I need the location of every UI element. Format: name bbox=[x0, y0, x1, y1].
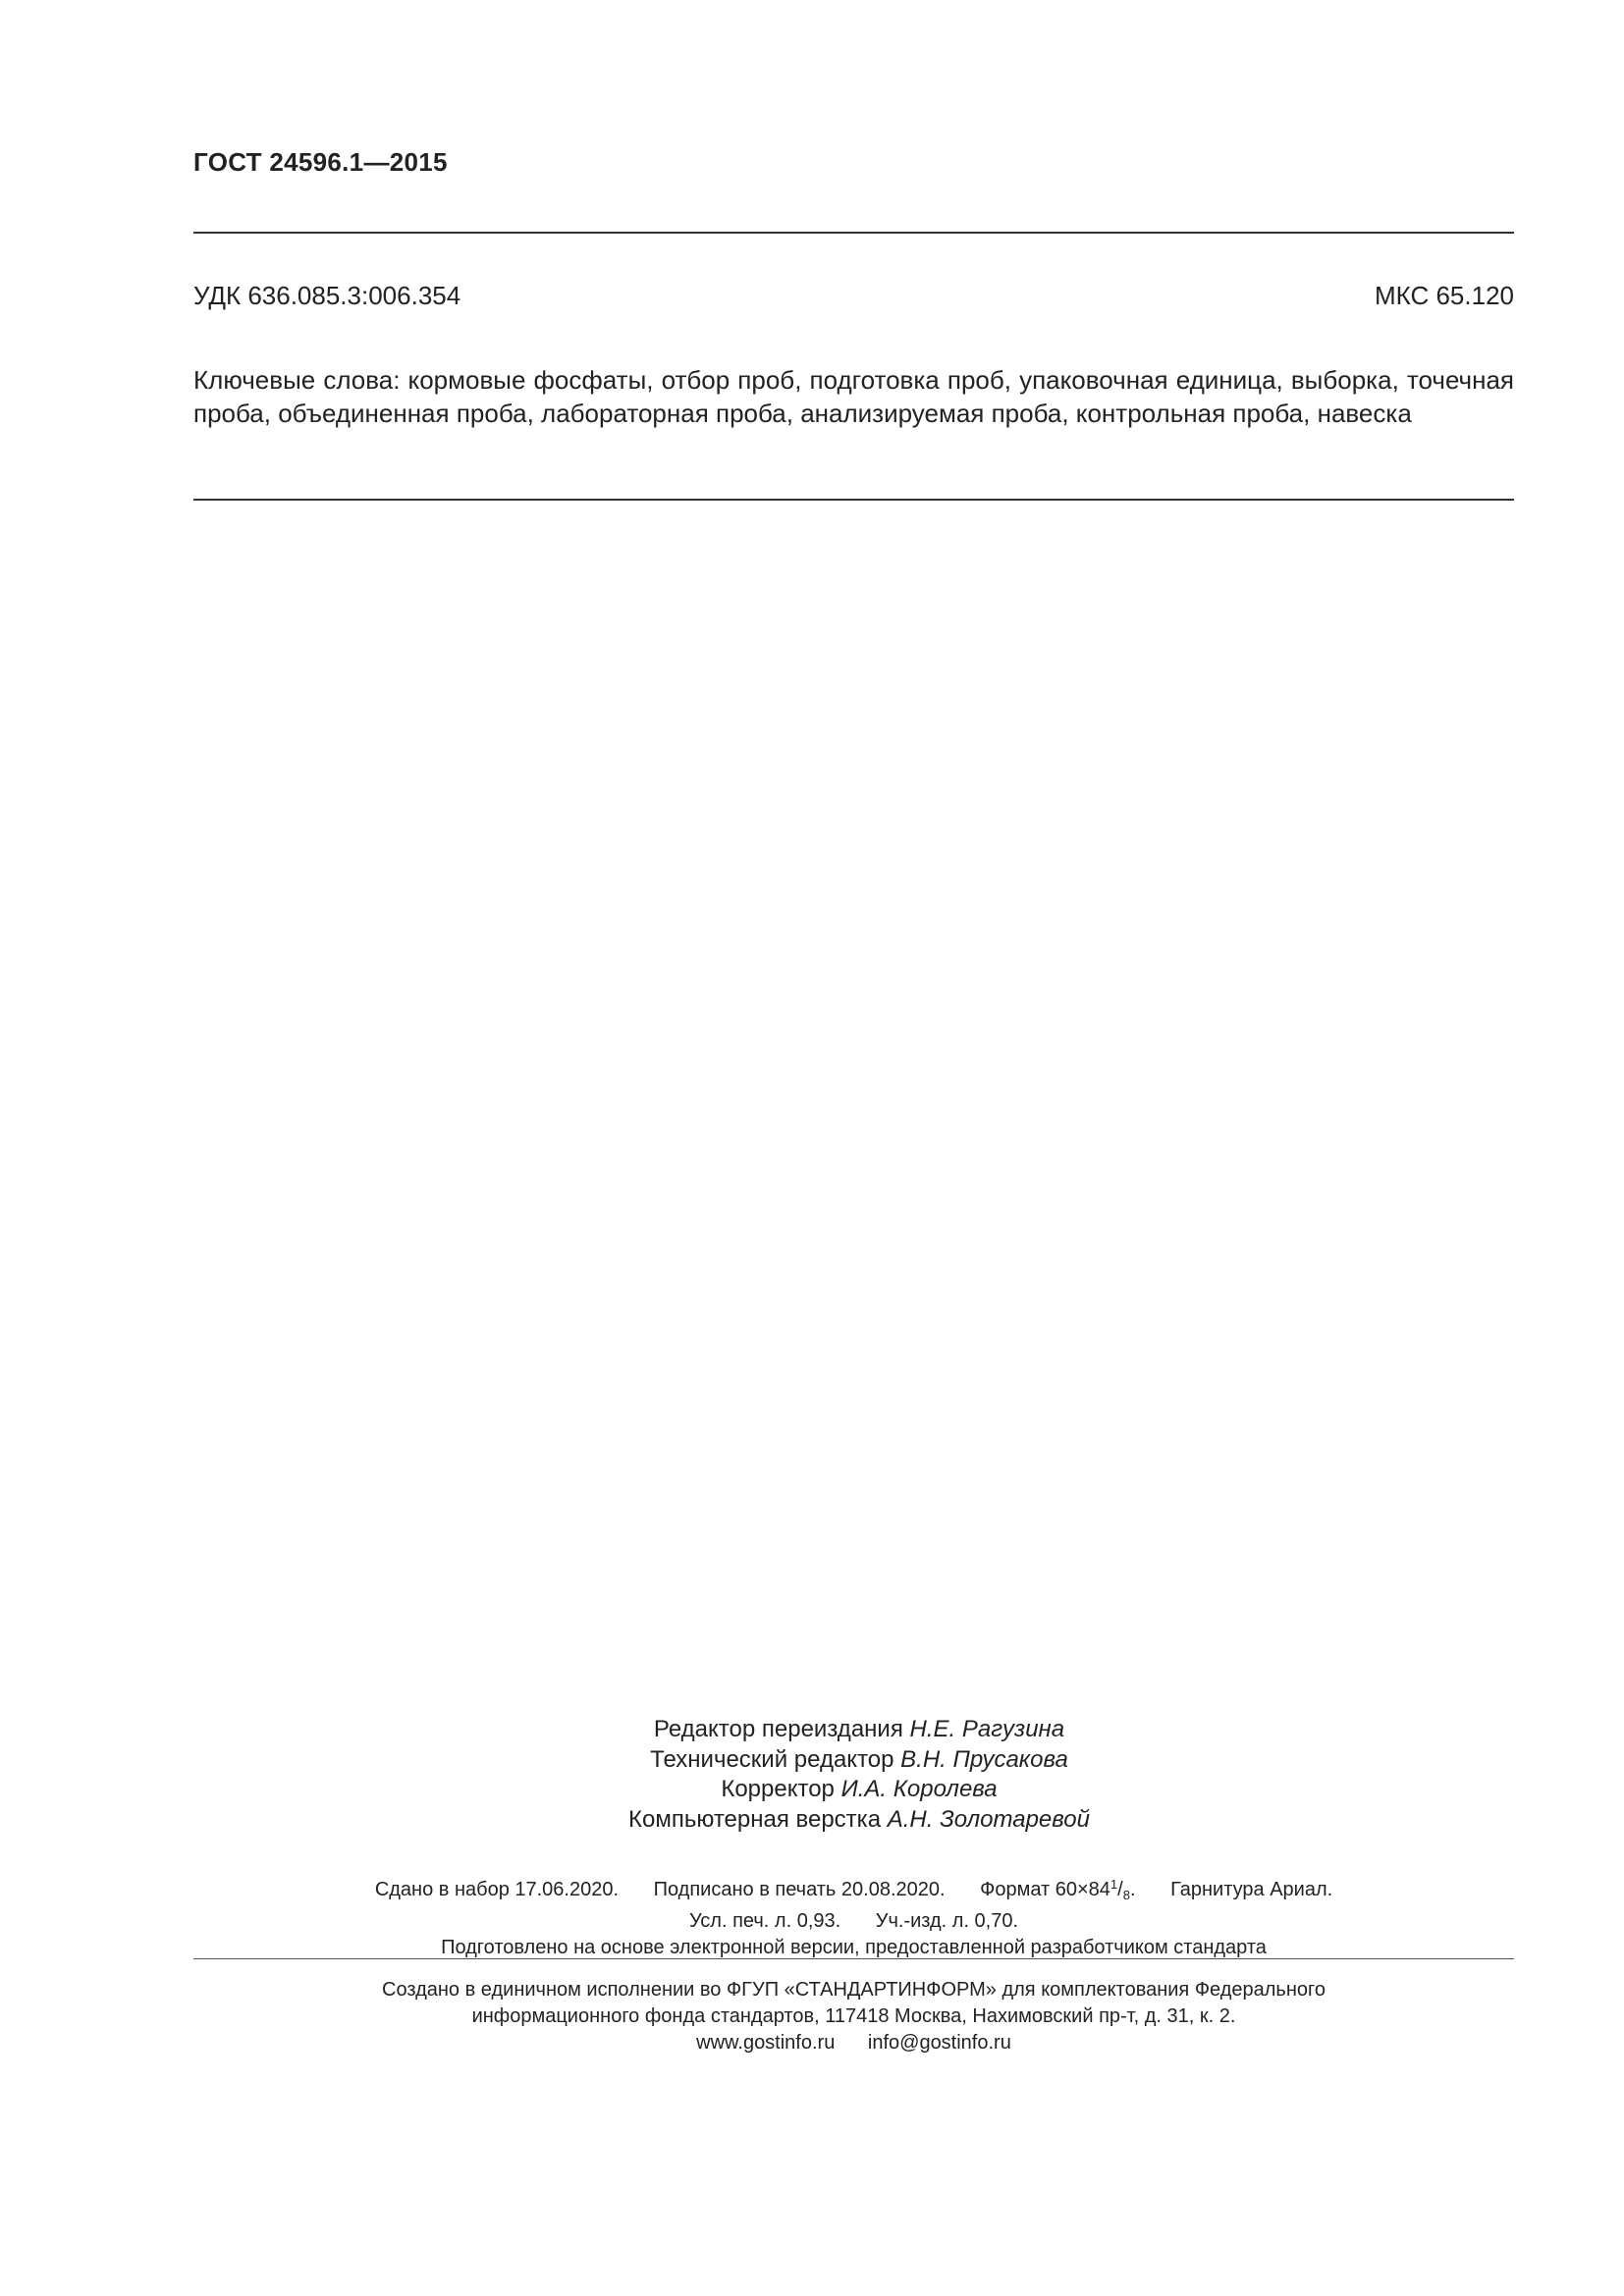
credit-line-tech-editor bbox=[442, 1745, 1276, 1776]
publisher-footer bbox=[193, 1977, 1514, 2056]
footer-line-2: информационного фонда стандартов, 117418 Москва, Нахимовский пр-т, д. 31, к. 2. bbox=[471, 2005, 1236, 2027]
format-info: Формат $60\times 84^1/_8$. bbox=[980, 1877, 1136, 1902]
mks-code: МКС 65.120 bbox=[1374, 281, 1514, 310]
classification-row bbox=[193, 281, 1514, 311]
credit-name: А.Н. Золотаревой bbox=[887, 1805, 1090, 1833]
credit-role: Редактор переиздания bbox=[653, 1716, 903, 1742]
typeface-info: Гарнитура Ариал. bbox=[1170, 1879, 1333, 1900]
credit-line-layout bbox=[442, 1805, 1276, 1836]
signed-date: Подписано в печать 20.08.2020. bbox=[653, 1879, 946, 1900]
footer-contacts bbox=[193, 2030, 1514, 2056]
imprint-line-2 bbox=[193, 1908, 1514, 1935]
website-link[interactable]: www.gostinfo.ru bbox=[696, 2032, 836, 2054]
submitted-date: Сдано в набор 17.06.2020. bbox=[374, 1879, 620, 1900]
keywords-divider bbox=[193, 499, 1514, 501]
keywords-paragraph: Ключевые слова: кормовые фосфаты, отбор проб, подготовка проб, упаковочная единица, выборка, точечная проба, объединенная проба, лабораторная проба, анализируемая проба, контрольная проба, навеска bbox=[193, 365, 1514, 428]
credit-name: И.А. Королева bbox=[840, 1776, 998, 1802]
footer-line-1: Создано в единичном исполнении во ФГУП «СТАНДАРТИНФОРМ» для комплектования Федерального bbox=[382, 1979, 1326, 2001]
print-sheets: Усл. печ. л. 0,93. bbox=[688, 1910, 841, 1932]
udk-code: УДК 636.085.3:006.354 bbox=[193, 281, 461, 310]
document-header-title: ГОСТ 24596.1—2015 bbox=[193, 147, 448, 177]
credit-name: В.Н. Прусакова bbox=[900, 1745, 1068, 1773]
editorial-credits bbox=[442, 1715, 1276, 1835]
top-divider bbox=[193, 232, 1514, 234]
credit-role: Технический редактор bbox=[650, 1745, 894, 1773]
credit-name: Н.Е. Рагузина bbox=[909, 1716, 1065, 1742]
credit-role: Корректор bbox=[721, 1776, 835, 1802]
credit-line-proofreader bbox=[442, 1775, 1276, 1805]
prepared-note: Подготовлено на основе электронной версии, предоставленной разработчиком стандарта bbox=[441, 1937, 1267, 1958]
email-link[interactable]: info@gostinfo.ru bbox=[867, 2032, 1011, 2054]
imprint-block bbox=[193, 1871, 1514, 1961]
credit-role: Компьютерная верстка bbox=[628, 1805, 888, 1833]
imprint-line-1 bbox=[193, 1871, 1514, 1908]
credit-line-editor bbox=[442, 1715, 1276, 1745]
footer-divider bbox=[193, 1958, 1514, 1959]
publisher-sheets: Уч.-изд. л. 0,70. bbox=[875, 1910, 1019, 1932]
